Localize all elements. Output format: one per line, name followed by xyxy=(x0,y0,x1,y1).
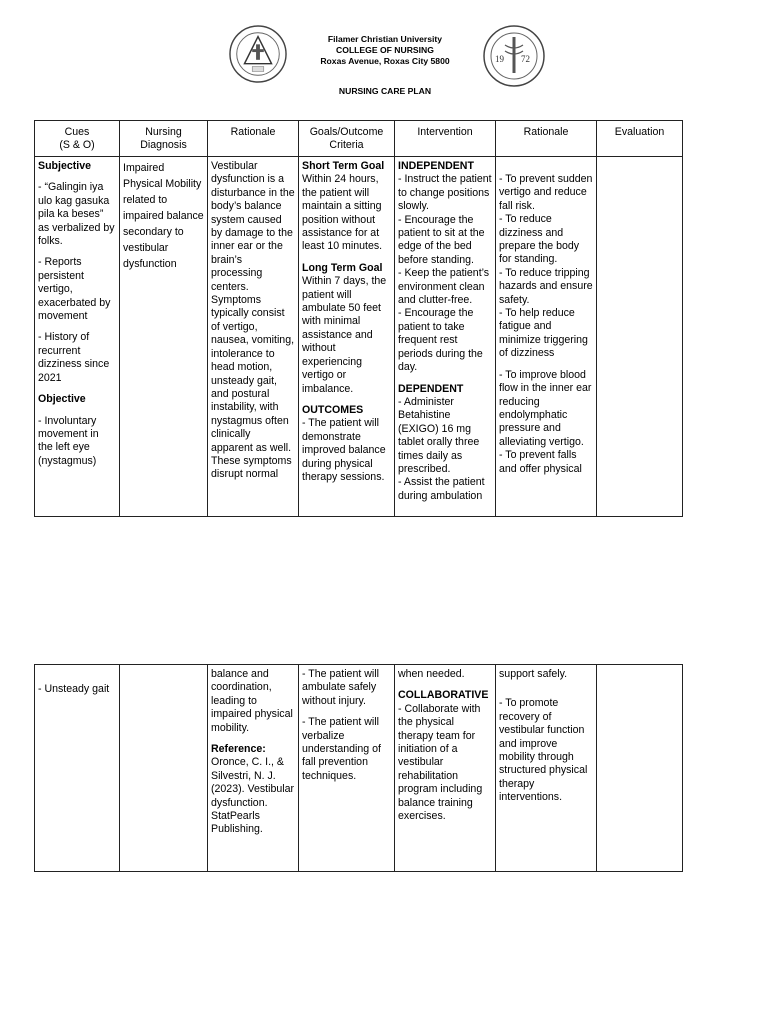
rationale-text: balance and coordination, leading to impaired physical mobility. xyxy=(211,668,293,734)
rationale2-item: - To reduce dizziness and prepare the body for standing. xyxy=(499,213,580,266)
subjective-heading: Subjective xyxy=(38,160,91,172)
university-seal-icon xyxy=(229,25,287,83)
rationale2-item: - To prevent falls and offer physical xyxy=(499,449,582,475)
independent-heading: INDEPENDENT xyxy=(398,160,474,172)
cues-cell xyxy=(35,157,120,517)
col-header-diagnosis: Nursing Diagnosis xyxy=(120,121,208,157)
dependent-heading: DEPENDENT xyxy=(398,382,464,395)
rationale-text: Vestibular dysfunction is a disturbance in the body’s balance system caused by damage to the inner ear or the brain’s processing centers. Symptoms typically consist of vertigo, nausea, vomiting, intolerance to head motion, unsteady gait, and postural instability, with nystagmus often clinically apparent as well. These symptoms disrupt normal xyxy=(211,160,295,481)
intervention-cell xyxy=(395,665,496,872)
diagnosis-cell xyxy=(120,157,208,517)
rationale2-item: - To help reduce fatigue and minimize triggering of dizziness xyxy=(499,307,588,360)
cue-item: - Unsteady gait xyxy=(38,683,110,695)
cue-item: - Reports persistent vertigo, exacerbated by movement xyxy=(38,256,111,323)
reference-heading: Reference: xyxy=(211,743,266,756)
cue-item: - History of recurrent dizziness since 2021 xyxy=(38,331,110,384)
intervention-item: - Encourage the patient to sit at the edge of the bed before standing. xyxy=(398,213,485,266)
intervention-item: when needed. xyxy=(398,668,465,680)
objective-heading: Objective xyxy=(38,393,86,406)
col-header-rationale: Rationale xyxy=(208,121,299,157)
intervention-item: - Encourage the patient to take frequent rest periods during the day. xyxy=(398,307,483,374)
rationale-cell xyxy=(208,157,299,517)
rationale2-item: - To prevent sudden vertigo and reduce fall risk. xyxy=(499,173,593,212)
intervention-item: - Assist the patient during ambulation xyxy=(398,476,485,502)
rationale2-item: - To promote recovery of vestibular function and improve mobility through structured physical therapy interventions. xyxy=(499,697,588,804)
care-plan-table-page2 xyxy=(34,664,683,872)
outcomes-heading: OUTCOMES xyxy=(302,403,364,416)
goal-item: - The patient will ambulate safely without injury. xyxy=(302,668,379,707)
evaluation-cell xyxy=(597,157,683,517)
long-term-goal: Within 7 days, the patient will ambulate 50 feet with minimal assistance and without experiencing vertigo or imbalance. xyxy=(302,275,387,395)
goal-item: - The patient will verbalize understanding of fall prevention techniques. xyxy=(302,716,381,782)
institution-header xyxy=(290,34,480,67)
document-title: NURSING CARE PLAN xyxy=(338,86,432,96)
rationale2-cell xyxy=(496,665,597,872)
goals-cell xyxy=(299,157,395,517)
diagnosis-text: Impaired Physical Mobility related to impaired balance secondary to vestibular dysfunction xyxy=(123,162,204,270)
outcome-item: - The patient will demonstrate improved balance during physical therapy sessions. xyxy=(302,417,386,483)
intervention-item: - Keep the patient’s environment clean and clutter-free. xyxy=(398,267,490,307)
care-plan-table-page1 xyxy=(34,120,683,517)
intervention-item: - Instruct the patient to change positions slowly. xyxy=(398,173,492,213)
col-header-cues: Cues (S & O) xyxy=(35,121,120,157)
seal-year-left: 19 xyxy=(495,54,504,64)
intervention-item: - Administer Betahistine (EXIGO) 16 mg tablet orally three times daily as prescribed. xyxy=(398,395,480,475)
diagnosis-cell xyxy=(120,665,208,872)
col-header-rationale2: Rationale xyxy=(496,121,597,157)
col-header-evaluation: Evaluation xyxy=(597,121,683,157)
col-header-intervention: Intervention xyxy=(395,121,496,157)
collaborative-heading: COLLABORATIVE xyxy=(398,689,489,702)
long-term-goal-heading: Long Term Goal xyxy=(302,261,383,274)
rationale2-item: support safely. xyxy=(499,668,568,680)
cues-cell xyxy=(35,665,120,872)
college-of-nursing-seal-icon xyxy=(483,25,545,87)
goals-cell xyxy=(299,665,395,872)
seal-year-right: 72 xyxy=(521,54,530,64)
cue-item: - “Galingin iya ulo kag gasuka pila ka beses” as verbalized by folks. xyxy=(38,181,115,248)
address: Roxas Avenue, Roxas City 5800 xyxy=(320,56,450,66)
rationale2-cell xyxy=(496,157,597,517)
intervention-cell xyxy=(395,157,496,517)
rationale2-item: - To reduce tripping hazards and ensure safety. xyxy=(499,266,593,306)
reference-text: Oronce, C. I., & Silvestri, N. J. (2023). Vestibular dysfunction. StatPearls Publishing. xyxy=(211,756,295,836)
evaluation-cell xyxy=(597,665,683,872)
university-name: Filamer Christian University xyxy=(327,34,443,44)
short-term-goal-heading: Short Term Goal xyxy=(302,160,385,172)
intervention-item: - Collaborate with the physical therapy team for initiation of a vestibular rehabilitation program including balance training exercises. xyxy=(398,702,483,823)
cue-item: - Involuntary movement in the left eye (nystagmus) xyxy=(38,414,99,467)
short-term-goal: Within 24 hours, the patient will maintain a sitting position without assistance for at least 10 minutes. xyxy=(302,173,383,253)
col-header-goals: Goals/Outcome Criteria xyxy=(299,121,395,157)
rationale2-item: - To improve blood flow in the inner ear reducing endolymphatic pressure and alleviating vertigo. xyxy=(499,368,592,448)
rationale-cell xyxy=(208,665,299,872)
college-name: COLLEGE OF NURSING xyxy=(336,45,434,55)
